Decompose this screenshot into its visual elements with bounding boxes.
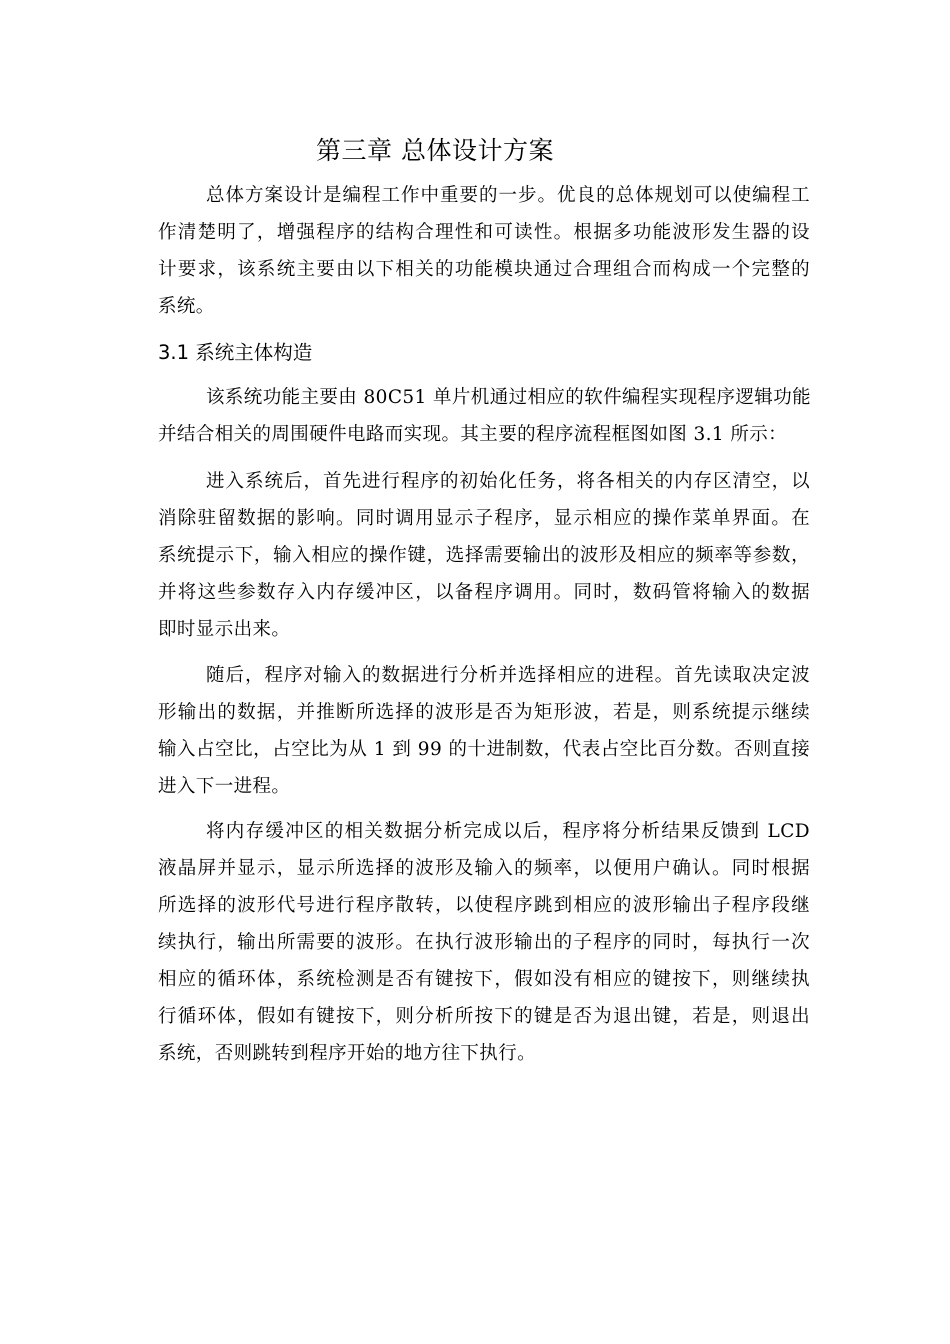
paragraph-line: 作清楚明了，增强程序的结构合理性和可读性。根据多功能波形发生器的设 (158, 222, 810, 243)
chapter-title: 第三章 总体设计方案 (316, 136, 554, 165)
paragraph-line: 行循环体，假如有键按下，则分析所按下的键是否为退出键，若是，则退出 (158, 1006, 810, 1027)
paragraph-line: 续执行，输出所需要的波形。在执行波形输出的子程序的同时，每执行一次 (158, 932, 810, 953)
paragraph-line: 即时显示出来。 (158, 619, 291, 640)
paragraph-line: 随后，程序对输入的数据进行分析并选择相应的进程。首先读取决定波 (206, 665, 810, 686)
paragraph-line: 进入系统后，首先进行程序的初始化任务，将各相关的内存区清空，以 (206, 471, 810, 492)
paragraph-line: 相应的循环体，系统检测是否有键按下，假如没有相应的键按下，则继续执 (158, 969, 810, 990)
paragraph-line: 所选择的波形代号进行程序散转，以使程序跳到相应的波形输出子程序段继 (158, 895, 810, 916)
paragraph-line: 该系统功能主要由 80C51 单片机通过相应的软件编程实现程序逻辑功能 (206, 387, 811, 408)
paragraph-output (158, 813, 810, 1072)
paragraph-line: 消除驻留数据的影响。同时调用显示子程序，显示相应的操作菜单界面。在 (158, 508, 810, 529)
paragraph-line: 系统。 (158, 296, 215, 317)
paragraph-analysis (158, 657, 810, 805)
paragraph-line: 系统，否则跳转到程序开始的地方往下执行。 (158, 1043, 537, 1064)
paragraph-line: 液晶屏并显示，显示所选择的波形及输入的频率，以便用户确认。同时根据 (158, 858, 810, 879)
paragraph-line: 输入占空比，占空比为从 1 到 99 的十进制数，代表占空比百分数。否则直接 (158, 739, 810, 760)
section-title: 3.1 系统主体构造 (158, 341, 313, 364)
paragraph-line: 并结合相关的周围硬件电路而实现。其主要的程序流程框图如图 3.1 所示： (158, 424, 788, 445)
paragraph-line: 进入下一进程。 (158, 776, 291, 797)
paragraph-line: 将内存缓冲区的相关数据分析完成以后，程序将分析结果反馈到 LCD (206, 821, 810, 842)
paragraph-line: 系统提示下，输入相应的操作键，选择需要输出的波形及相应的频率等参数， (158, 545, 810, 566)
paragraph-line: 计要求，该系统主要由以下相关的功能模块通过合理组合而构成一个完整的 (158, 259, 810, 280)
paragraph-intro (158, 177, 810, 325)
paragraph-line: 并将这些参数存入内存缓冲区，以备程序调用。同时，数码管将输入的数据 (158, 582, 810, 603)
paragraph-line: 总体方案设计是编程工作中重要的一步。优良的总体规划可以使编程工 (206, 185, 810, 206)
paragraph-system-function (158, 379, 810, 453)
paragraph-init (158, 463, 810, 648)
paragraph-line: 形输出的数据，并推断所选择的波形是否为矩形波，若是，则系统提示继续 (158, 702, 810, 723)
